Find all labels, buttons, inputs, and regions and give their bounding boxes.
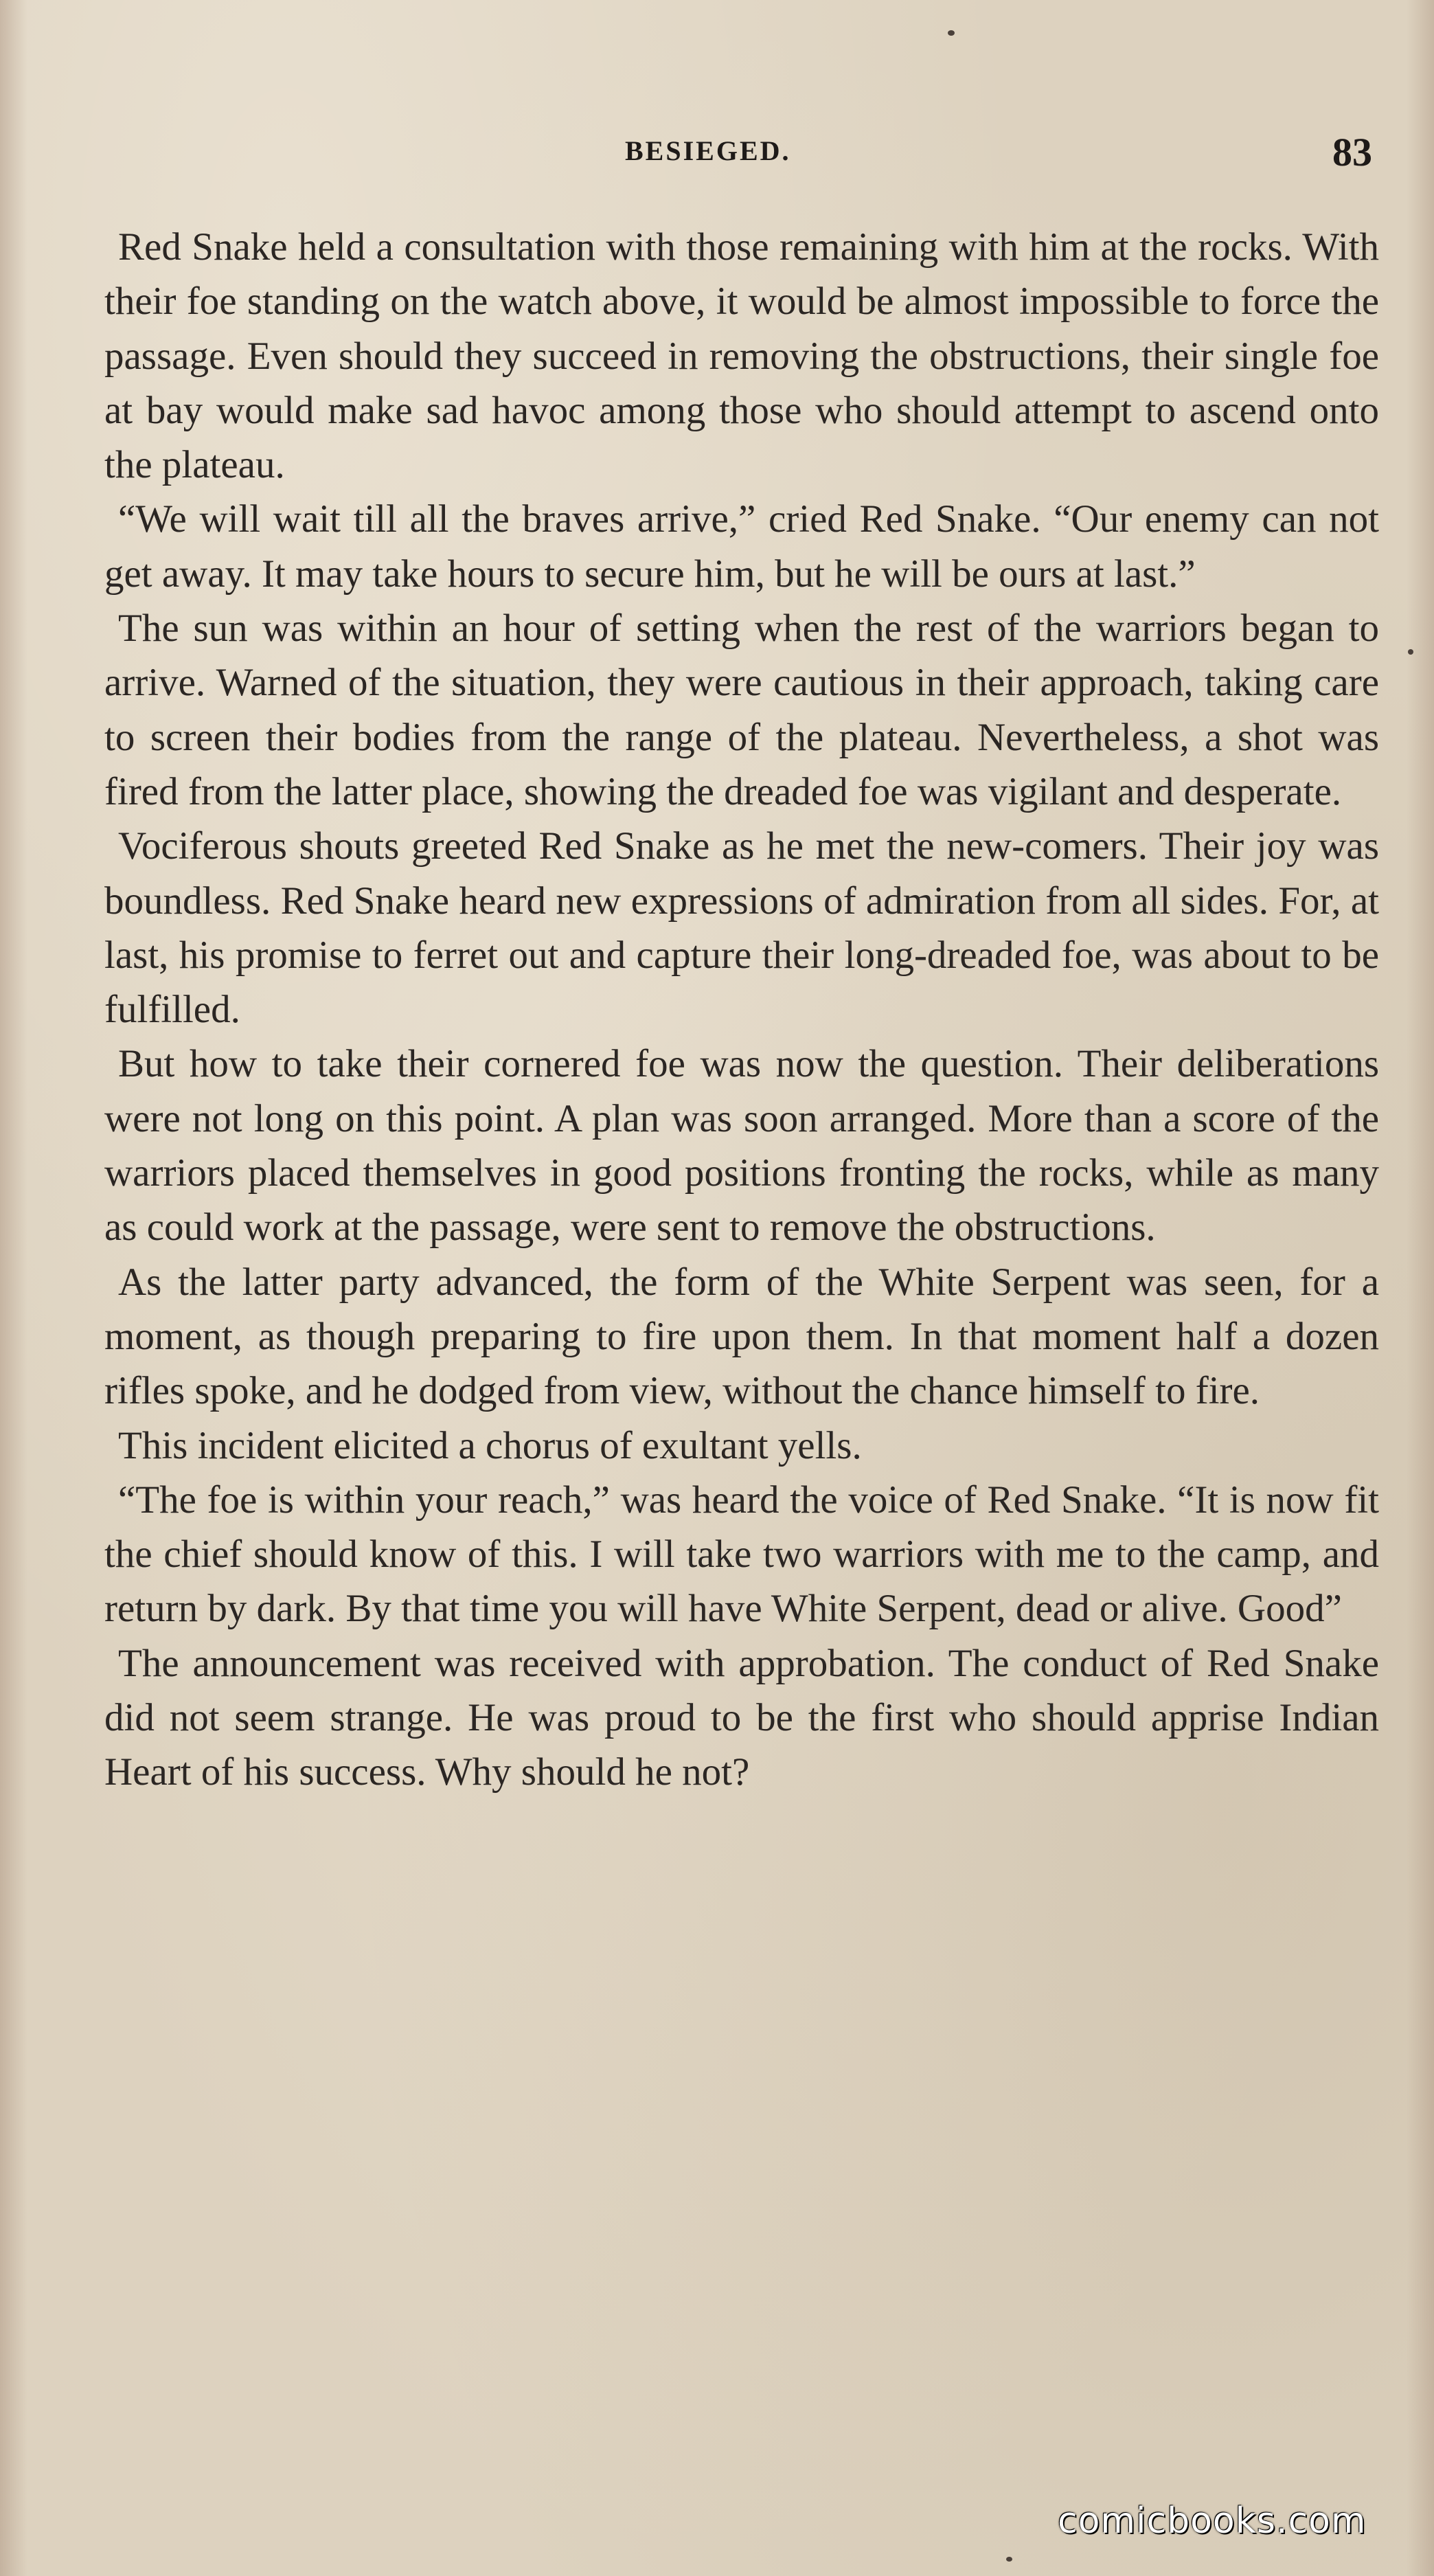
paragraph: Red Snake held a consultation with those remaining with him at the rocks. With their foe standing on the watch above, it would be almost impossible to force the passage. Even should they succeed in removing the obstructions, their single foe at bay would make sad havoc among those who should attempt to ascend onto the plateau.	[104, 225, 1379, 487]
paragraph: The announcement was received with approbation. The conduct of Red Snake did not seem strange. He was proud to be the first who should apprise Indian Heart of his success. Why should he not?	[104, 1641, 1379, 1794]
paragraph: The sun was within an hour of setting when the rest of the warriors began to arrive. Warned of the situation, they were cautious in their approach, taking care to screen their bodies from the range of the plateau. Nevertheless, a shot was fired from the latter place, showing the dreaded foe was vigilant and desperate.	[104, 607, 1379, 813]
body-text	[104, 220, 1379, 1800]
page-edge-shadow-left	[0, 0, 27, 2576]
print-speck	[1408, 649, 1413, 655]
print-speck	[1006, 2557, 1012, 2562]
paragraph: “The foe is within your reach,” was heard the voice of Red Snake. “It is now fit the chief should know of this. I will take two warriors with me to the camp, and return by dark. By that time you will have White Serpent, dead or alive. Good”	[104, 1478, 1379, 1631]
page-edge-shadow-right	[1407, 0, 1434, 2576]
running-title: BESIEGED.	[625, 135, 791, 166]
paragraph: But how to take their cornered foe was now the question. Their deliberations were not long on this point. A plan was soon arranged. More than a score of the warriors placed themselves in good positions fronting the rocks, while as many as could work at the passage, were sent to remove the obstructions.	[104, 1042, 1379, 1250]
paragraph: As the latter party advanced, the form of the White Serpent was seen, for a moment, as though preparing to fire upon them. In that moment half a dozen rifles spoke, and he dodged from view, without the chance himself to fire.	[104, 1260, 1379, 1413]
paragraph: Vociferous shouts greeted Red Snake as he met the new-comers. Their joy was boundless. Red Snake heard new expressions of admiration from all sides. For, at last, his promise to ferret out and capture their long-dreaded foe, was about to be fulfilled.	[104, 824, 1379, 1032]
page-number: 83	[1332, 130, 1372, 174]
paragraph: “We will wait till all the braves arrive,” cried Red Snake. “Our enemy can not get away. It may take hours to secure him, but he will be ours at last.”	[104, 497, 1379, 596]
paragraph: This incident elicited a chorus of exultant yells.	[118, 1423, 862, 1467]
print-speck	[948, 30, 955, 36]
watermark: comicbooks.com	[1058, 2500, 1367, 2542]
running-head	[0, 129, 1434, 177]
